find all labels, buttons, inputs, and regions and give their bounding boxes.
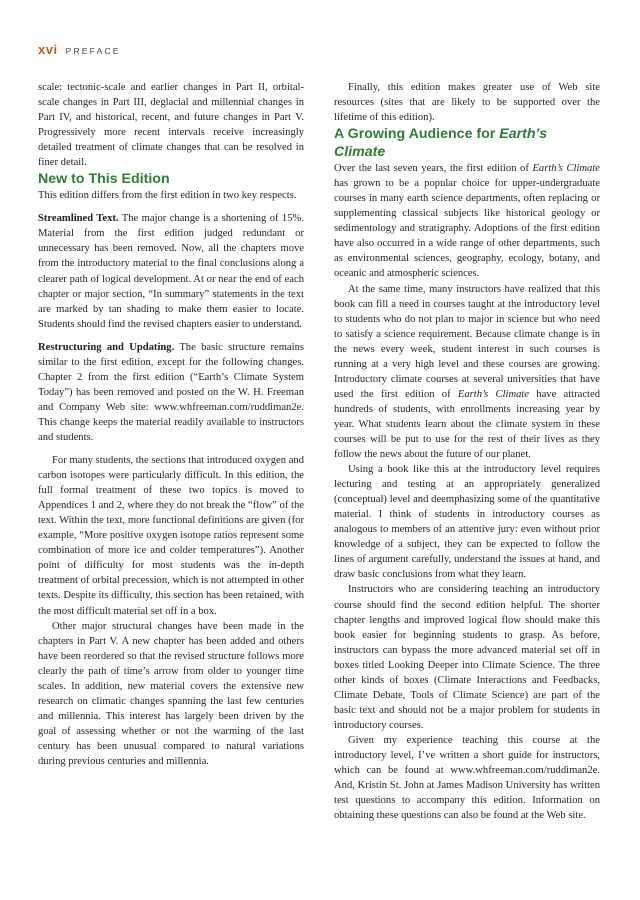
restructuring-body: The basic structure remains similar to the first edition, except for the following changes. Chapter 2 from the first edition (“Earth’s Climate System Today”) has been removed and posted on the W. H. Freeman and Company Web site: www.whfreeman.com/ruddiman2e. This change keeps the material readily available to instructors and students. [38, 341, 304, 443]
paragraph-given-experience: Given my experience teaching this course at the introductory level, I’ve written a short guide for instructors, which can be found at www.whfreeman.com/ruddiman2e. And, Kristin St. John at James Madison University has written test questions to accompany this edition. Information on obtaining these questions can also be found at the Web site. [334, 734, 600, 822]
heading-audience-title: Earth’s Climate [334, 126, 548, 161]
same-book-title: Earth’s Climate [457, 388, 530, 400]
right-column [334, 80, 600, 823]
paragraph-scale: scale: tectonic-scale and earlier changes in Part II, orbital-scale changes in Part III, deglacial and millennial changes in Part IV, and historical, recent, and future changes in Part V. Progressively more recent intervals receive increasingly detailed treatment of climate changes that can be resolved in finer detail. [38, 82, 304, 169]
paragraph-using-book: Using a book like this at the introductory level requires lecturing and testing at an appropriately generalized (conceptual) level and deemphasizing some of the quantitative material. I think of students in introductory courses as analogous to members of an attentive jury: even without prior knowledge of a subject, they can be expected to follow the lines of argument carefully, understand the issues at hand, and draw basic conclusions from what they learn. [334, 464, 600, 581]
paragraph-restructuring [38, 340, 304, 445]
paragraph-differs: This edition differs from the first edition in two key respects. [38, 190, 297, 202]
over-text-1: Over the last seven years, the first edition of [334, 163, 529, 175]
over-book-title: Earth’s Climate [532, 163, 600, 175]
heading-new-to-this-edition: New to This Edition [38, 171, 170, 188]
paragraph-streamlined [38, 211, 304, 331]
over-text-2: has grown to be a popular choice for upper-undergraduate courses in many earth science departments, often replacing or supplementing classical subjects like historical geology or sedimentology and stratigraphy. Adoptions of the first edition have also occurred in a wide range of other departments, such as environmental sciences, geography, ecology, botany, and oceanic and atmospheric sciences. [334, 178, 600, 280]
paragraph-over-seven-years [334, 161, 600, 281]
paragraph-majors: For many students, the sections that introduced oxygen and carbon isotopes were particularly difficult. In this edition, the full formal treatment of these two topics is moved to Appendices 1 and 2, where they do not break the “flow” of the text. Within the text, more functional definitions are given (for example, “More positive oxygen isotope ratios represent some combination of more ice and colder temperatures”). Another point of difficulty for most students was the in-depth treatment of orbital precession, which is not attempted in other texts. Despite its difficulty, this section has been retained, with the most difficult material set off in a box. [38, 455, 304, 617]
heading-audience-main: A Growing Audience for [334, 126, 496, 143]
left-column [38, 80, 304, 769]
runin-restructuring: Restructuring and Updating. [38, 341, 175, 353]
page-number: xvi [38, 42, 58, 57]
running-head-section: PREFACE [65, 46, 121, 56]
same-text-2: have attracted hundreds of students, with enrollments increasing year by year. What students learn about the climate system in these courses will be put to use for the rest of their lives as they follow the news about the future of our planet. [334, 388, 600, 461]
runin-streamlined: Streamlined Text. [38, 213, 119, 225]
paragraph-finally: Finally, this edition makes greater use of Web site resources (sites that are likely to be supported over the lifetime of this edition). [334, 82, 600, 124]
running-head [38, 41, 121, 59]
paragraph-instructors: Instructors who are considering teaching an introductory course should find the second edition helpful. The shorter chapter lengths and improved logical flow should make this book easier for beginning students to grasp. As before, instructors can bypass the more advanced material set off in boxes titled Looking Deeper into Climate Science. The three other kinds of boxes (Climate Interactions and Feedbacks, Climate Debate, Tools of Climate Science) are part of the basic text and should not be a major problem for students in introductory courses. [334, 584, 600, 731]
paragraph-structural: Other major structural changes have been made in the chapters in Part V. A new chapter has been added and others have been reordered so that the revised structure follows more clearly the path of time’s arrow from older to younger time scales. In addition, new material covers the extensive new research on climatic changes spanning the last few centuries and millennia. This interest has largely been driven by the goal of assessing whether or not the warming of the last century has been unusual compared to natural variations during previous centuries and millennia. [38, 620, 304, 767]
heading-growing-audience [334, 125, 600, 161]
same-text-1: At the same time, many instructors have realized that this book can fill a need in courses taught at the introductory level to students who do not plan to major in science but who need to satisfy a science requirement. Because climate change is in the news every week, student interest in such courses is running at a very high level and these courses are growing. Introductory climate courses at several universities that have used the first edition of [334, 283, 600, 400]
paragraph-same-time [334, 282, 600, 463]
streamlined-body: The major change is a shortening of 15%. Material from the first edition judged redundant or unnecessary has been removed. Now, all the chapters move from the introductory material to the final conclusions along a clearer path of logical development. At or near the end of each chapter or major section, “In summary” statements in the text are marked by tan shading to make them easier to locate. Students should find the revised chapters easier to understand. [38, 213, 304, 330]
